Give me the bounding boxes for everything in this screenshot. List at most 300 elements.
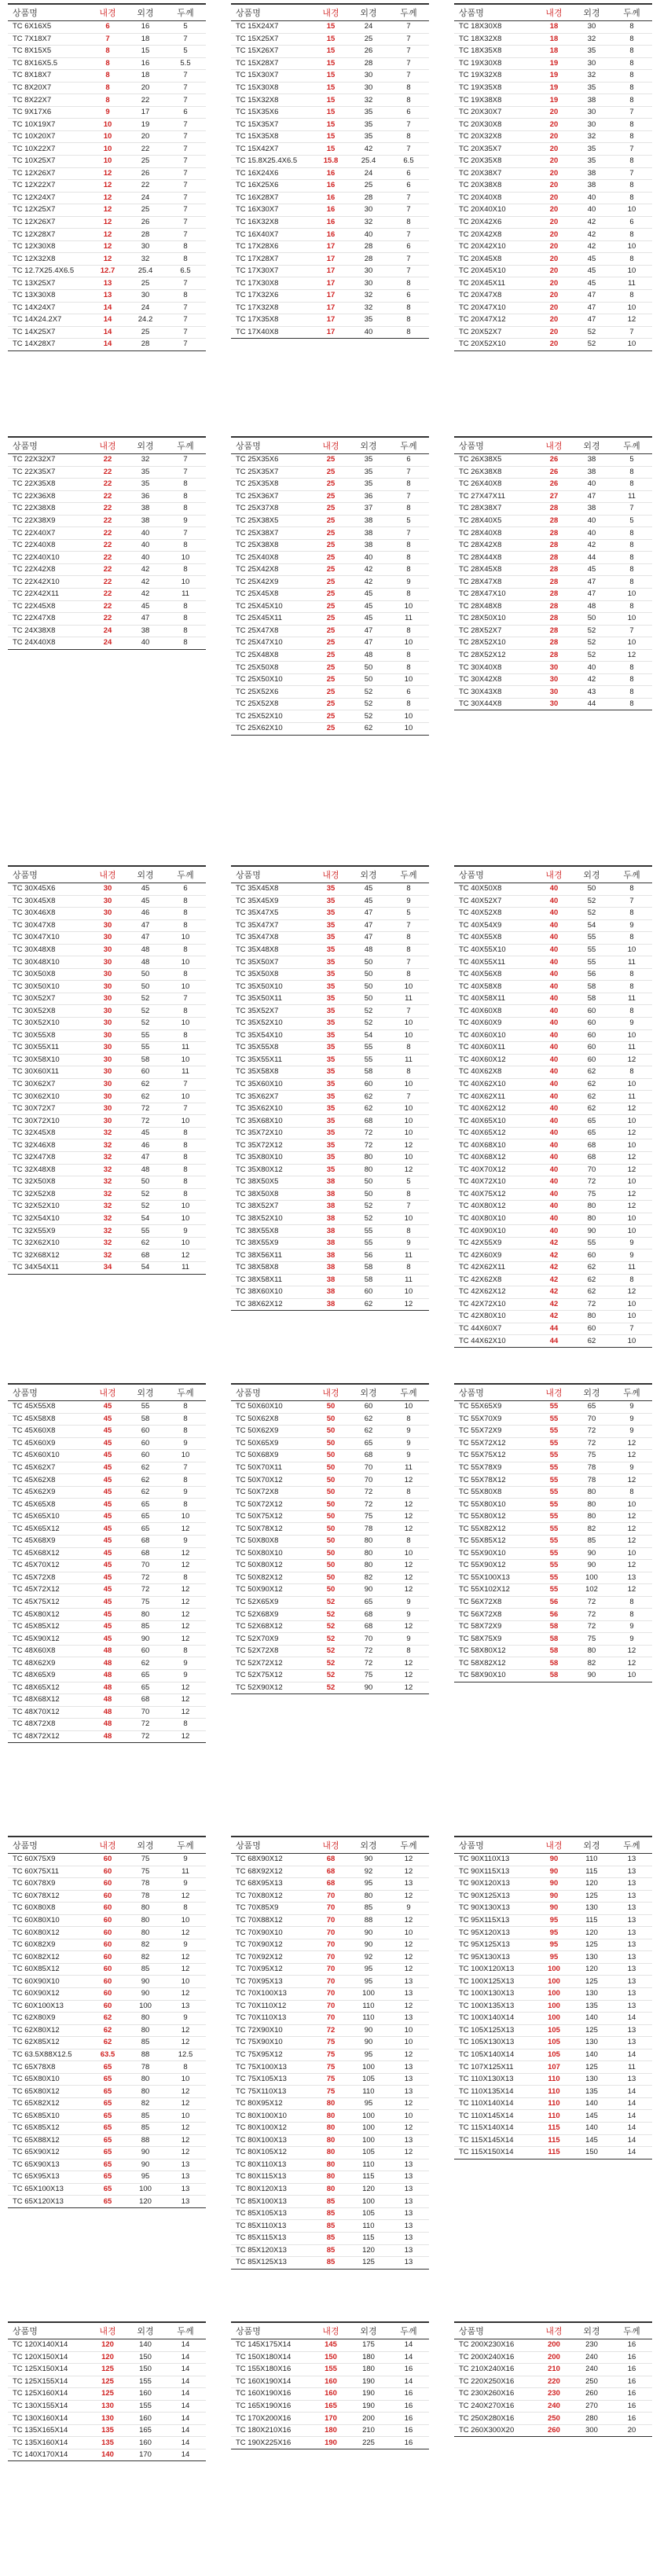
thickness: 12 [165,1523,206,1536]
outer-diameter: 55 [572,1237,611,1249]
inner-diameter: 22 [90,466,126,479]
product-name: TC 20X45X10 [454,265,536,277]
thickness: 10 [165,1510,206,1523]
table-row [231,2220,429,2233]
table-row [8,1115,206,1128]
thickness: 8 [611,1596,652,1609]
thickness: 10 [388,723,429,736]
header-thickness: 두께 [611,1384,652,1401]
outer-diameter: 60 [349,1401,388,1414]
thickness: 8 [611,883,652,896]
product-name: TC 17X40X8 [231,326,313,339]
table-row [454,649,652,662]
outer-diameter: 40 [572,479,611,491]
table-row [231,2013,429,2025]
thickness: 8 [611,527,652,540]
table-row [454,1939,652,1951]
product-name: TC 20X30X7 [454,106,536,119]
product-name: TC 60X82X9 [8,1939,90,1951]
table-row [231,527,429,540]
thickness: 14 [611,2086,652,2098]
table-row [8,1213,206,1225]
product-name: TC 30X62X10 [8,1091,90,1103]
inner-diameter: 25 [313,490,349,503]
thickness: 10 [611,613,652,626]
thickness: 7 [388,229,429,241]
product-name: TC 70X95X12 [231,1963,313,1976]
table-row [454,1413,652,1426]
outer-diameter: 50 [126,1176,165,1189]
product-name: TC 60X80X8 [8,1903,90,1915]
product-name: TC 55X78X12 [454,1474,536,1487]
product-name: TC 16X40X7 [231,229,313,241]
inner-diameter: 16 [313,192,349,204]
outer-diameter: 65 [349,1437,388,1450]
product-name: TC 45X65X12 [8,1523,90,1536]
table-row [231,1261,429,1274]
outer-diameter: 28 [349,240,388,253]
product-name: TC 28X40X5 [454,515,536,527]
product-name: TC 80X105X12 [231,2147,313,2160]
table-row [231,723,429,736]
outer-diameter: 18 [126,33,165,46]
inner-diameter: 18 [536,46,572,58]
product-name: TC 30X52X8 [8,1005,90,1018]
thickness: 6 [165,106,206,119]
product-name: TC 50X70X12 [231,1474,313,1487]
product-name: TC 40X52X8 [454,908,536,920]
table-row [454,673,652,686]
header-thickness: 두께 [611,1837,652,1854]
outer-diameter: 47 [126,919,165,932]
outer-diameter: 25 [349,180,388,193]
table-row [8,919,206,932]
outer-diameter: 150 [572,2147,611,2160]
outer-diameter: 52 [572,649,611,662]
thickness: 8 [611,1486,652,1499]
product-name: TC 10X22X7 [8,143,90,156]
thickness: 8 [165,1719,206,1731]
outer-diameter: 82 [126,1951,165,1964]
inner-diameter: 40 [536,1213,572,1225]
thickness: 16 [611,2400,652,2413]
table-row [231,2037,429,2049]
inner-diameter: 30 [90,1005,126,1018]
product-name: TC 48X72X8 [8,1719,90,1731]
outer-diameter: 60 [572,1249,611,1262]
table-row [454,490,652,503]
table-row [231,1401,429,1414]
table-row [231,1633,429,1646]
product-name: TC 35X55X8 [231,1042,313,1055]
thickness: 8 [388,1225,429,1238]
outer-diameter: 62 [126,1237,165,1249]
inner-diameter: 58 [536,1670,572,1682]
inner-diameter: 50 [313,1536,349,1548]
thickness: 10 [388,1213,429,1225]
table-row [8,576,206,589]
thickness: 8 [611,156,652,168]
table-row [8,956,206,969]
header-outer-diameter: 외경 [126,437,165,454]
inner-diameter: 115 [536,2134,572,2147]
thickness: 12 [165,1730,206,1743]
inner-diameter: 52 [313,1645,349,1657]
thickness: 7 [611,326,652,339]
table-row [8,1682,206,1694]
outer-diameter: 42 [349,563,388,576]
product-name: TC 50X75X12 [231,1510,313,1523]
outer-diameter: 115 [572,1914,611,1927]
outer-diameter: 78 [126,2061,165,2074]
table-row [231,2424,429,2437]
outer-diameter: 52 [572,895,611,908]
product-name: TC 70X110X13 [231,2013,313,2025]
inner-diameter: 35 [313,908,349,920]
outer-diameter: 52 [126,993,165,1005]
table-row [231,1188,429,1201]
inner-diameter: 17 [313,240,349,253]
outer-diameter: 46 [126,1139,165,1152]
product-name: TC 50X78X12 [231,1523,313,1536]
outer-diameter: 130 [572,1988,611,2001]
outer-diameter: 130 [572,1903,611,1915]
thickness: 12 [388,2123,429,2135]
inner-diameter: 35 [313,883,349,896]
outer-diameter: 80 [126,2086,165,2098]
thickness: 12.5 [165,2049,206,2061]
inner-diameter: 38 [313,1298,349,1311]
outer-diameter: 65 [126,1682,165,1694]
thickness: 9 [165,1854,206,1866]
inner-diameter: 125 [90,2376,126,2388]
table-row [8,2123,206,2135]
table-row [231,1249,429,1262]
inner-diameter: 20 [536,326,572,339]
outer-diameter: 38 [572,167,611,180]
thickness: 7 [165,130,206,143]
inner-diameter: 60 [90,2000,126,2013]
header-inner-diameter: 내경 [313,866,349,883]
product-name: TC 30X52X7 [8,993,90,1005]
table-row [231,2364,429,2376]
outer-diameter: 95 [126,2171,165,2184]
thickness: 11 [388,993,429,1005]
outer-diameter: 60 [572,1029,611,1042]
table-row [454,479,652,491]
thickness: 10 [388,2037,429,2049]
outer-diameter: 55 [126,1042,165,1055]
outer-diameter: 80 [349,1152,388,1165]
thickness: 9 [611,1426,652,1438]
outer-diameter: 40 [572,527,611,540]
product-name: TC 55X85X12 [454,1536,536,1548]
thickness: 12 [611,1437,652,1450]
thickness: 13 [388,2061,429,2074]
inner-diameter: 15 [313,94,349,107]
table-row [454,314,652,327]
header-product-name: 상품명 [231,2322,313,2339]
table-row [8,1139,206,1152]
table-row [8,2400,206,2413]
thickness: 9 [388,1633,429,1646]
outer-diameter: 200 [349,2413,388,2425]
header-inner-diameter: 내경 [90,437,126,454]
outer-diameter: 140 [126,2339,165,2352]
table-row [454,143,652,156]
inner-diameter: 28 [536,503,572,516]
outer-diameter: 90 [349,1682,388,1694]
inner-diameter: 65 [90,2183,126,2196]
header-outer-diameter: 외경 [349,2322,388,2339]
table-row [231,277,429,290]
thickness: 8 [165,1139,206,1152]
thickness: 13 [388,2183,429,2196]
table-row [231,1670,429,1682]
outer-diameter: 19 [126,119,165,131]
table-row [454,339,652,351]
thickness: 8 [165,563,206,576]
thickness: 11 [611,1091,652,1103]
table-row [454,1225,652,1238]
product-name: TC 34X54X11 [8,1261,90,1274]
thickness: 12 [388,1474,429,1487]
table-row [8,1927,206,1939]
product-name: TC 48X60X8 [8,1645,90,1657]
thickness: 7 [388,919,429,932]
outer-diameter: 42 [572,240,611,253]
thickness: 6.5 [165,265,206,277]
table-row [8,589,206,601]
thickness: 6 [165,883,206,896]
table-row [454,1237,652,1249]
table-row [231,2232,429,2244]
inner-diameter: 120 [90,2351,126,2364]
thickness: 12 [165,2123,206,2135]
inner-diameter: 100 [536,2013,572,2025]
thickness: 12 [611,1584,652,1597]
thickness: 10 [165,1054,206,1066]
outer-diameter: 24 [349,167,388,180]
thickness: 13 [611,1866,652,1878]
inner-diameter: 15 [313,82,349,94]
table-row [454,2339,652,2352]
outer-diameter: 50 [349,1176,388,1189]
outer-diameter: 100 [349,1988,388,2001]
product-name: TC 45X62X8 [8,1474,90,1487]
thickness: 11 [388,1462,429,1474]
spec-table [231,436,429,736]
thickness: 7 [388,265,429,277]
inner-diameter: 10 [90,143,126,156]
outer-diameter: 62 [572,1261,611,1274]
inner-diameter: 50 [313,1547,349,1560]
product-name: TC 65X80X12 [8,2086,90,2098]
product-name: TC 30X47X8 [8,919,90,932]
outer-diameter: 25.4 [126,265,165,277]
outer-diameter: 45 [126,1127,165,1139]
product-name: TC 58X75X9 [454,1633,536,1646]
inner-diameter: 38 [313,1225,349,1238]
inner-diameter: 16 [313,180,349,193]
outer-diameter: 95 [349,1976,388,1988]
outer-diameter: 120 [572,1963,611,1976]
outer-diameter: 48 [349,944,388,956]
spec-table [454,3,652,351]
product-name: TC 18X35X8 [454,46,536,58]
inner-diameter: 34 [90,1261,126,1274]
outer-diameter: 75 [126,1596,165,1609]
product-name: TC 25X42X8 [231,563,313,576]
thickness: 9 [165,1878,206,1891]
outer-diameter: 50 [126,981,165,993]
inner-diameter: 48 [90,1730,126,1743]
table-row [231,1127,429,1139]
outer-diameter: 72 [349,1127,388,1139]
outer-diameter: 150 [126,2351,165,2364]
product-name: TC 14X24.2X7 [8,314,90,327]
table-row [8,1401,206,1414]
inner-diameter: 16 [313,216,349,229]
product-name: TC 105X140X14 [454,2049,536,2061]
thickness: 12 [388,1854,429,1866]
thickness: 5 [165,21,206,34]
inner-diameter: 140 [90,2449,126,2461]
product-name: TC 120X140X14 [8,2339,90,2352]
thickness: 16 [611,2388,652,2401]
outer-diameter: 40 [126,552,165,564]
table-row [8,1903,206,1915]
inner-diameter: 30 [90,968,126,981]
product-name: TC 40X75X12 [454,1188,536,1201]
outer-diameter: 140 [572,2123,611,2135]
outer-diameter: 180 [349,2351,388,2364]
product-name: TC 75X105X13 [231,2073,313,2086]
outer-diameter: 40 [349,229,388,241]
inner-diameter: 160 [313,2388,349,2401]
inner-diameter: 30 [90,1042,126,1055]
inner-diameter: 48 [90,1657,126,1670]
thickness: 13 [388,2220,429,2233]
outer-diameter: 110 [349,2086,388,2098]
inner-diameter: 18 [536,33,572,46]
product-name: TC 45X65X8 [8,1499,90,1511]
thickness: 8 [388,589,429,601]
inner-diameter: 32 [90,1164,126,1176]
outer-diameter: 80 [572,1213,611,1225]
thickness: 14 [165,2449,206,2461]
inner-diameter: 80 [313,2110,349,2123]
product-name: TC 35X54X10 [231,1029,313,1042]
thickness: 14 [388,2351,429,2364]
thickness: 9 [165,1939,206,1951]
product-name: TC 85X125X13 [231,2257,313,2270]
inner-diameter: 16 [313,229,349,241]
table-row [8,2424,206,2437]
inner-diameter: 7 [90,33,126,46]
inner-diameter: 20 [536,277,572,290]
outer-diameter: 68 [349,1620,388,1633]
table-row [8,2413,206,2425]
table-row [454,2364,652,2376]
inner-diameter: 30 [536,662,572,674]
thickness: 9 [611,1018,652,1030]
table-row [231,156,429,168]
inner-diameter: 110 [536,2086,572,2098]
inner-diameter: 48 [90,1670,126,1682]
thickness: 10 [165,2073,206,2086]
product-name: TC 58X90X10 [454,1670,536,1682]
table-row [8,1657,206,1670]
product-name: TC 12X26X7 [8,216,90,229]
table-row [454,1323,652,1335]
outer-diameter: 52 [349,710,388,723]
inner-diameter: 100 [536,1976,572,1988]
inner-diameter: 27 [536,490,572,503]
table-row [231,1976,429,1988]
outer-diameter: 37 [349,503,388,516]
product-name: TC 26X38X5 [454,454,536,467]
table-row [454,956,652,969]
table-row [8,1188,206,1201]
table-row [8,302,206,314]
product-name: TC 58X80X12 [454,1645,536,1657]
thickness: 13 [388,1878,429,1891]
table-row [454,1298,652,1311]
outer-diameter: 115 [349,2232,388,2244]
thickness: 11 [165,1066,206,1079]
table-row [8,2134,206,2147]
thickness: 7 [611,143,652,156]
product-name: TC 58X82X12 [454,1657,536,1670]
inner-diameter: 35 [313,1091,349,1103]
product-name: TC 19X30X8 [454,57,536,70]
thickness: 12 [611,1560,652,1572]
outer-diameter: 47 [349,919,388,932]
outer-diameter: 105 [349,2207,388,2220]
outer-diameter: 240 [572,2364,611,2376]
table-row [8,503,206,516]
thickness: 9 [165,1670,206,1682]
spec-table [231,2321,429,2449]
outer-diameter: 72 [126,1719,165,1731]
inner-diameter: 28 [536,576,572,589]
inner-diameter: 20 [536,119,572,131]
thickness: 14 [611,2147,652,2160]
outer-diameter: 55 [349,1225,388,1238]
table-row [231,2134,429,2147]
outer-diameter: 35 [349,479,388,491]
table-row [8,539,206,552]
outer-diameter: 95 [349,1963,388,1976]
header-thickness: 두께 [165,1384,206,1401]
table-row [454,981,652,993]
product-name: TC 12X24X7 [8,192,90,204]
table-row [8,1474,206,1487]
table-row [454,277,652,290]
table-row [231,2196,429,2208]
outer-diameter: 90 [572,1560,611,1572]
outer-diameter: 80 [572,1510,611,1523]
table-row [454,686,652,699]
product-name: TC 62X80X12 [8,2024,90,2037]
outer-diameter: 225 [349,2437,388,2449]
product-name: TC 13X30X8 [8,290,90,303]
thickness: 8 [388,968,429,981]
product-name: TC 30X52X10 [8,1018,90,1030]
inner-diameter: 62 [90,2024,126,2037]
thickness: 6 [388,180,429,193]
